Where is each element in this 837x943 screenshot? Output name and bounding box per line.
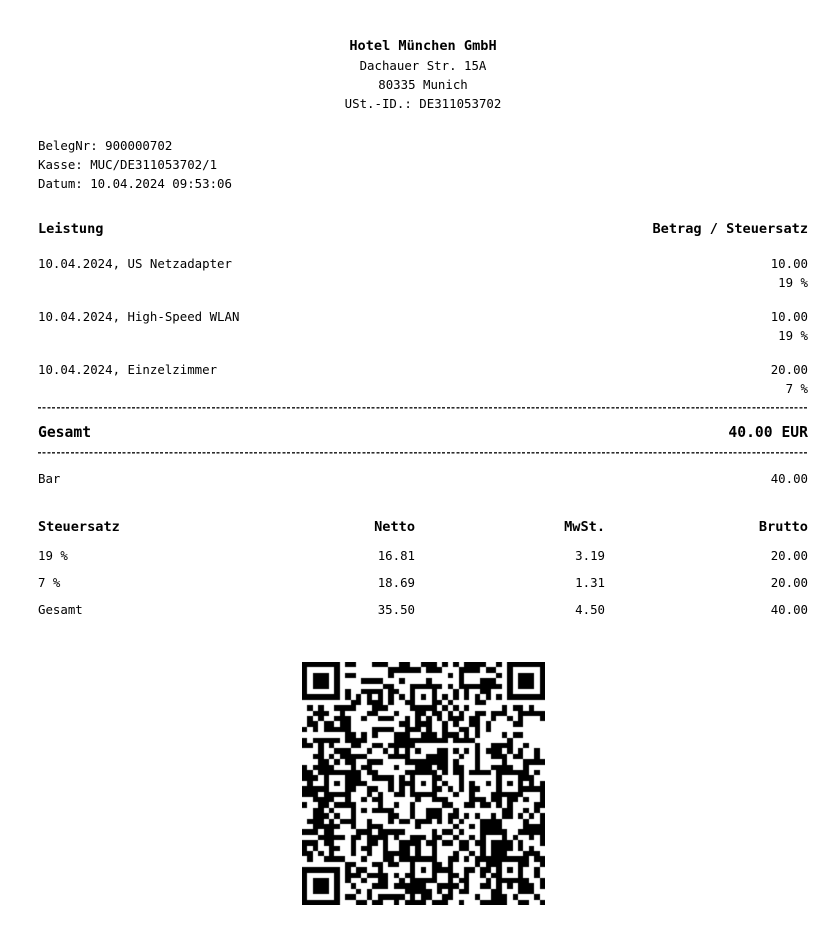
item-amount: 20.00 <box>770 362 808 377</box>
item-tax-rate: 7 % <box>785 381 808 396</box>
divider-bottom <box>38 452 808 454</box>
tax-brutto-cell: 20.00 <box>770 575 808 590</box>
item-name: 10.04.2024, US Netzadapter <box>38 256 232 271</box>
qr-code <box>302 662 545 905</box>
tax-netto-cell: 16.81 <box>377 548 415 563</box>
tax-col-brutto: Brutto <box>758 519 808 535</box>
item-name: 10.04.2024, Einzelzimmer <box>38 362 218 377</box>
total-value: 40.00 EUR <box>728 424 808 441</box>
merchant-name: Hotel München GmbH <box>349 38 497 54</box>
tax-rate-cell: Gesamt <box>38 602 83 617</box>
item-name: 10.04.2024, High-Speed WLAN <box>38 309 240 324</box>
total-label: Gesamt <box>38 424 92 441</box>
item-tax-rate: 19 % <box>778 328 808 343</box>
tax-table-row <box>38 546 808 565</box>
tax-table <box>38 518 808 619</box>
payment-amount: 40.00 <box>770 471 808 486</box>
tax-col-netto: Netto <box>374 519 415 535</box>
tax-rate-cell: 7 % <box>38 575 61 590</box>
line-item <box>38 307 808 345</box>
items-col-betrag-steuersatz: Betrag / Steuersatz <box>652 221 808 237</box>
total-row <box>38 422 808 444</box>
tax-col-steuersatz: Steuersatz <box>38 519 120 535</box>
items-list <box>38 254 808 398</box>
tax-table-body <box>38 546 808 619</box>
tax-netto-cell: 18.69 <box>377 575 415 590</box>
beleg-number: BelegNr: 900000702 <box>38 138 173 153</box>
item-tax-rate: 19 % <box>778 275 808 290</box>
tax-col-mwst: MwSt. <box>564 519 605 535</box>
items-col-leistung: Leistung <box>38 221 104 237</box>
item-amount: 10.00 <box>770 309 808 324</box>
tax-table-row <box>38 573 808 592</box>
merchant-street: Dachauer Str. 15A <box>359 58 487 73</box>
tax-table-header <box>38 518 808 537</box>
tax-rate-cell: 19 % <box>38 548 68 563</box>
qr-section <box>38 662 808 910</box>
tax-brutto-cell: 20.00 <box>770 548 808 563</box>
tax-mwst-cell: 4.50 <box>575 602 605 617</box>
receipt-meta <box>38 136 808 193</box>
line-item <box>38 254 808 292</box>
merchant-header <box>38 37 808 113</box>
line-item <box>38 360 808 398</box>
kasse-id: Kasse: MUC/DE311053702/1 <box>38 157 218 172</box>
merchant-vat-id: USt.-ID.: DE311053702 <box>344 96 502 111</box>
item-amount: 10.00 <box>770 256 808 271</box>
divider-top <box>38 407 808 409</box>
payment-row <box>38 469 808 488</box>
items-table-header <box>38 220 808 239</box>
tax-brutto-cell: 40.00 <box>770 602 808 617</box>
tax-mwst-cell: 1.31 <box>575 575 605 590</box>
tax-table-row <box>38 600 808 619</box>
receipt-datetime: Datum: 10.04.2024 09:53:06 <box>38 176 232 191</box>
tax-netto-cell: 35.50 <box>377 602 415 617</box>
merchant-city: 80335 Munich <box>378 77 468 92</box>
payment-method: Bar <box>38 471 61 486</box>
tax-mwst-cell: 3.19 <box>575 548 605 563</box>
